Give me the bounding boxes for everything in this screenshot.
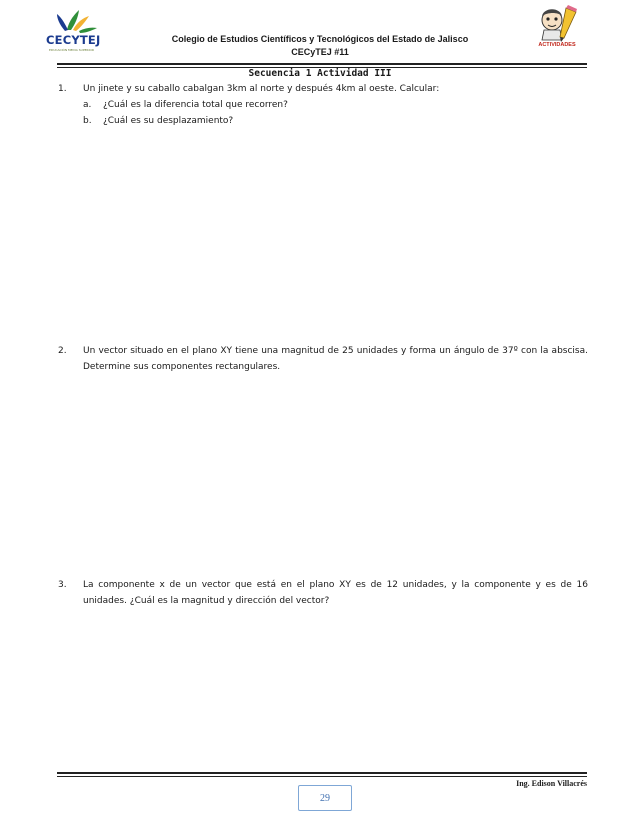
footer-divider (57, 772, 587, 774)
sub-item-letter: b. (83, 116, 92, 126)
question-text: Un jinete y su caballo cabalgan 3km al norte y después 4km al oeste. Calcular: (83, 84, 440, 94)
author-name: Ing. Edison Villacrés (516, 779, 587, 788)
question-number: 2. (58, 346, 67, 356)
question-2 (58, 343, 588, 375)
sub-item-a (83, 97, 588, 113)
activities-label: ACTIVIDADES (538, 42, 576, 48)
question-text: Un vector situado en el plano XY tiene una magnitud de 25 unidades y forma un ángulo de 37º con la abscisa. Determine sus componentes rectangulares. (83, 346, 588, 372)
page-number: 29 (298, 785, 352, 811)
question-text: La componente x de un vector que está en el plano XY es de 12 unidades, y la componente y es de 16 unidades. ¿Cuál es la magnitud y dirección del vector? (83, 580, 588, 606)
sub-item-letter: a. (83, 100, 92, 110)
question-number: 1. (58, 84, 67, 94)
question-1 (58, 81, 588, 129)
sub-item-text: ¿Cuál es la diferencia total que recorren? (103, 100, 288, 110)
header-divider (57, 63, 587, 65)
sub-item-text: ¿Cuál es su desplazamiento? (103, 116, 234, 126)
sub-item-b (83, 113, 588, 129)
question-3 (58, 577, 588, 609)
institution-title (130, 33, 510, 59)
logo-wordmark: CECYTEJ (46, 33, 101, 47)
institution-name: Colegio de Estudios Científicos y Tecnológicos del Estado de Jalisco (171, 34, 469, 44)
question-number: 3. (58, 580, 67, 590)
logo-tagline: EDUCACIÓN MEDIA SUPERIOR (49, 48, 94, 52)
section-title: Secuencia 1 Actividad III (248, 68, 392, 79)
campus-name: CECyTEJ #11 (291, 47, 349, 57)
footer-divider-thin (57, 776, 587, 777)
